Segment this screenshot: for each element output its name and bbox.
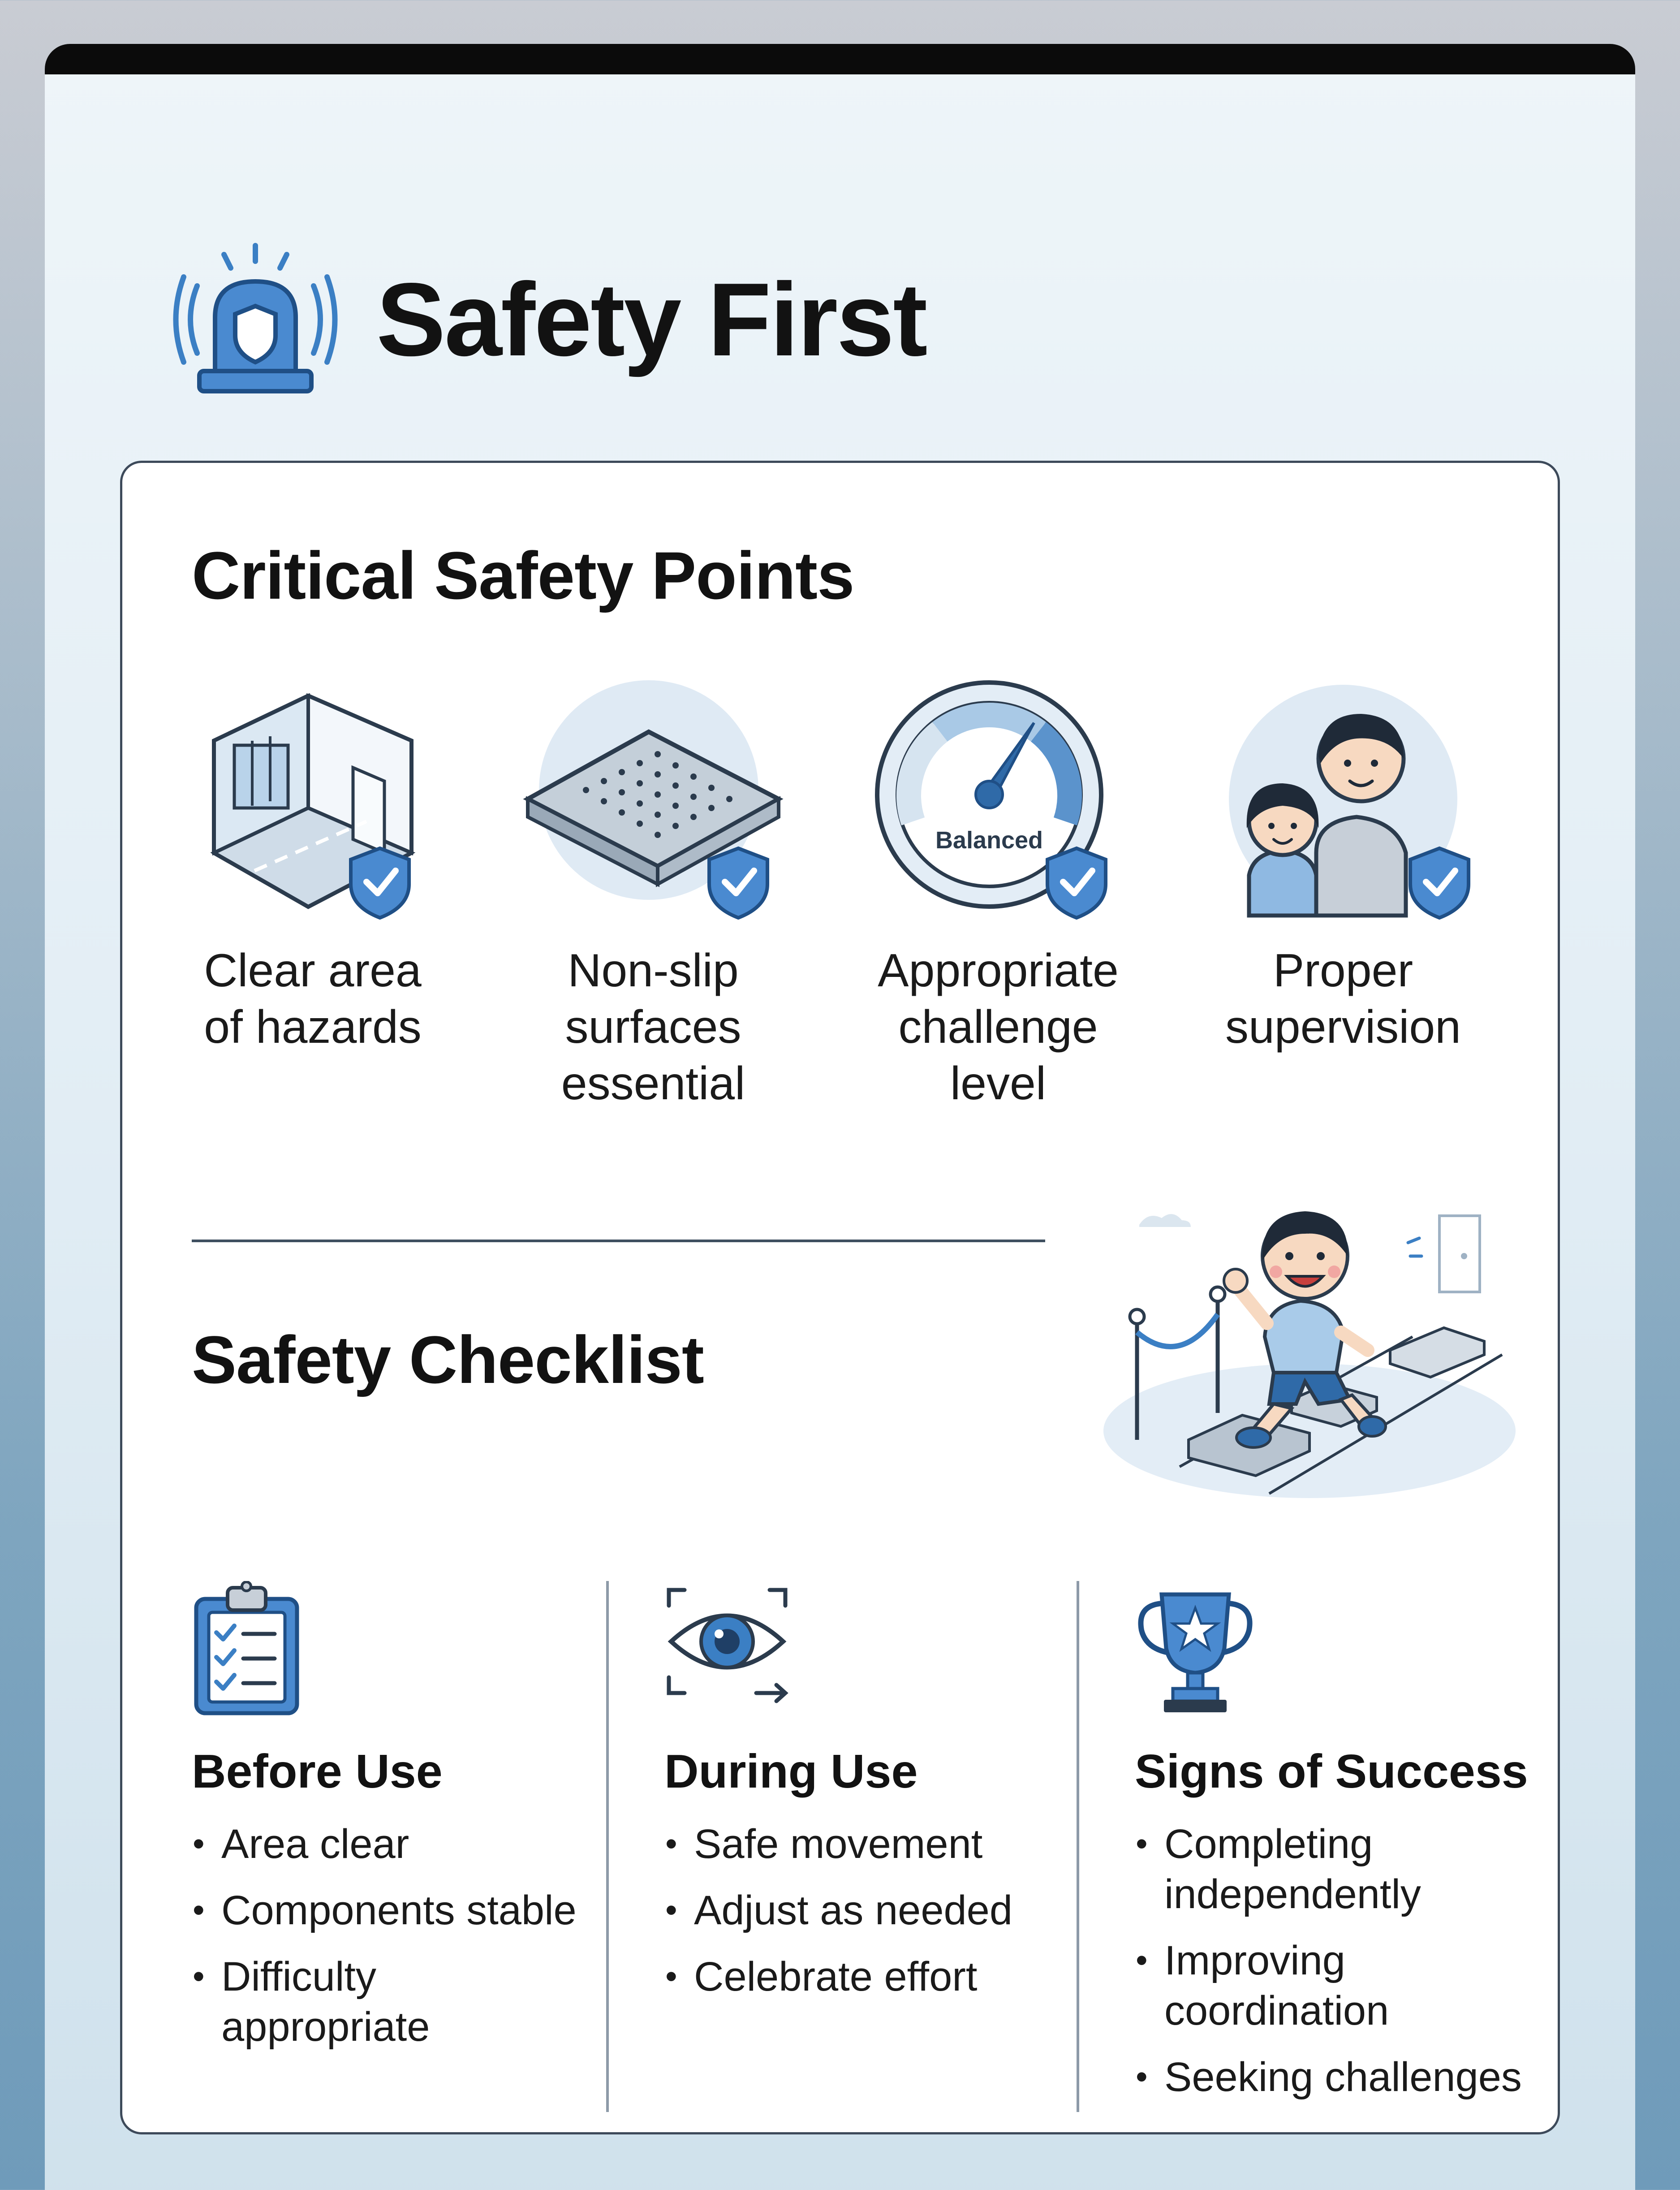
page <box>45 44 1635 2190</box>
column-title: During Use <box>664 1745 918 1798</box>
checklist-during-use <box>664 1581 1094 2018</box>
gauge-icon <box>873 674 1124 924</box>
point-label: Non-slip surfaces essential <box>561 945 745 1110</box>
trophy-icon <box>1135 1581 1256 1715</box>
header <box>166 237 926 402</box>
checklist-items <box>1135 1819 1565 2102</box>
non-slip-mat-icon <box>519 674 788 924</box>
point-clear-area <box>147 674 478 1055</box>
adult-child-icon <box>1209 674 1478 924</box>
column-title: Signs of Success <box>1135 1745 1528 1798</box>
checklist-signs-of-success <box>1135 1581 1565 2118</box>
eye-icon <box>664 1581 794 1715</box>
siren-shield-icon <box>166 239 345 400</box>
clipboard-checklist-icon <box>192 1581 304 1715</box>
critical-points-heading: Critical Safety Points <box>192 538 854 613</box>
section-divider <box>192 1240 1045 1242</box>
list-item: • Area clear <box>192 1819 622 1869</box>
list-item: • Seeking challenges <box>1135 2052 1565 2102</box>
column-divider <box>1077 1581 1079 2112</box>
safety-card <box>120 461 1560 2134</box>
point-label: Appropriate challenge level <box>878 945 1119 1110</box>
checklist-before-use <box>192 1581 622 2068</box>
child-obstacle-course-illustration <box>1099 1189 1525 1512</box>
clear-room-icon <box>187 674 438 924</box>
list-item: • Components stable <box>192 1885 622 1935</box>
page-title: Safety First <box>376 261 926 378</box>
column-title: Before Use <box>192 1745 443 1798</box>
checklist-items <box>192 1819 622 2052</box>
list-item: • Difficulty appropriate <box>192 1952 443 2052</box>
list-item: • Improving coordination <box>1135 1935 1426 2036</box>
point-label: Proper supervision <box>1225 945 1461 1053</box>
gauge-label: Balanced <box>935 827 1043 854</box>
point-supervision <box>1177 674 1509 1055</box>
top-bar <box>45 44 1635 74</box>
list-item: • Completing independently <box>1135 1819 1426 1919</box>
checklist-heading: Safety Checklist <box>192 1322 704 1397</box>
point-challenge-level <box>832 674 1164 1112</box>
checklist-items <box>664 1819 1094 2002</box>
column-divider <box>606 1581 609 2112</box>
point-non-slip <box>487 674 819 1112</box>
list-item: • Adjust as needed <box>664 1885 1094 1935</box>
list-item: • Celebrate effort <box>664 1952 1094 2002</box>
list-item: • Safe movement <box>664 1819 1094 1869</box>
point-label: Clear area of hazards <box>204 945 422 1053</box>
